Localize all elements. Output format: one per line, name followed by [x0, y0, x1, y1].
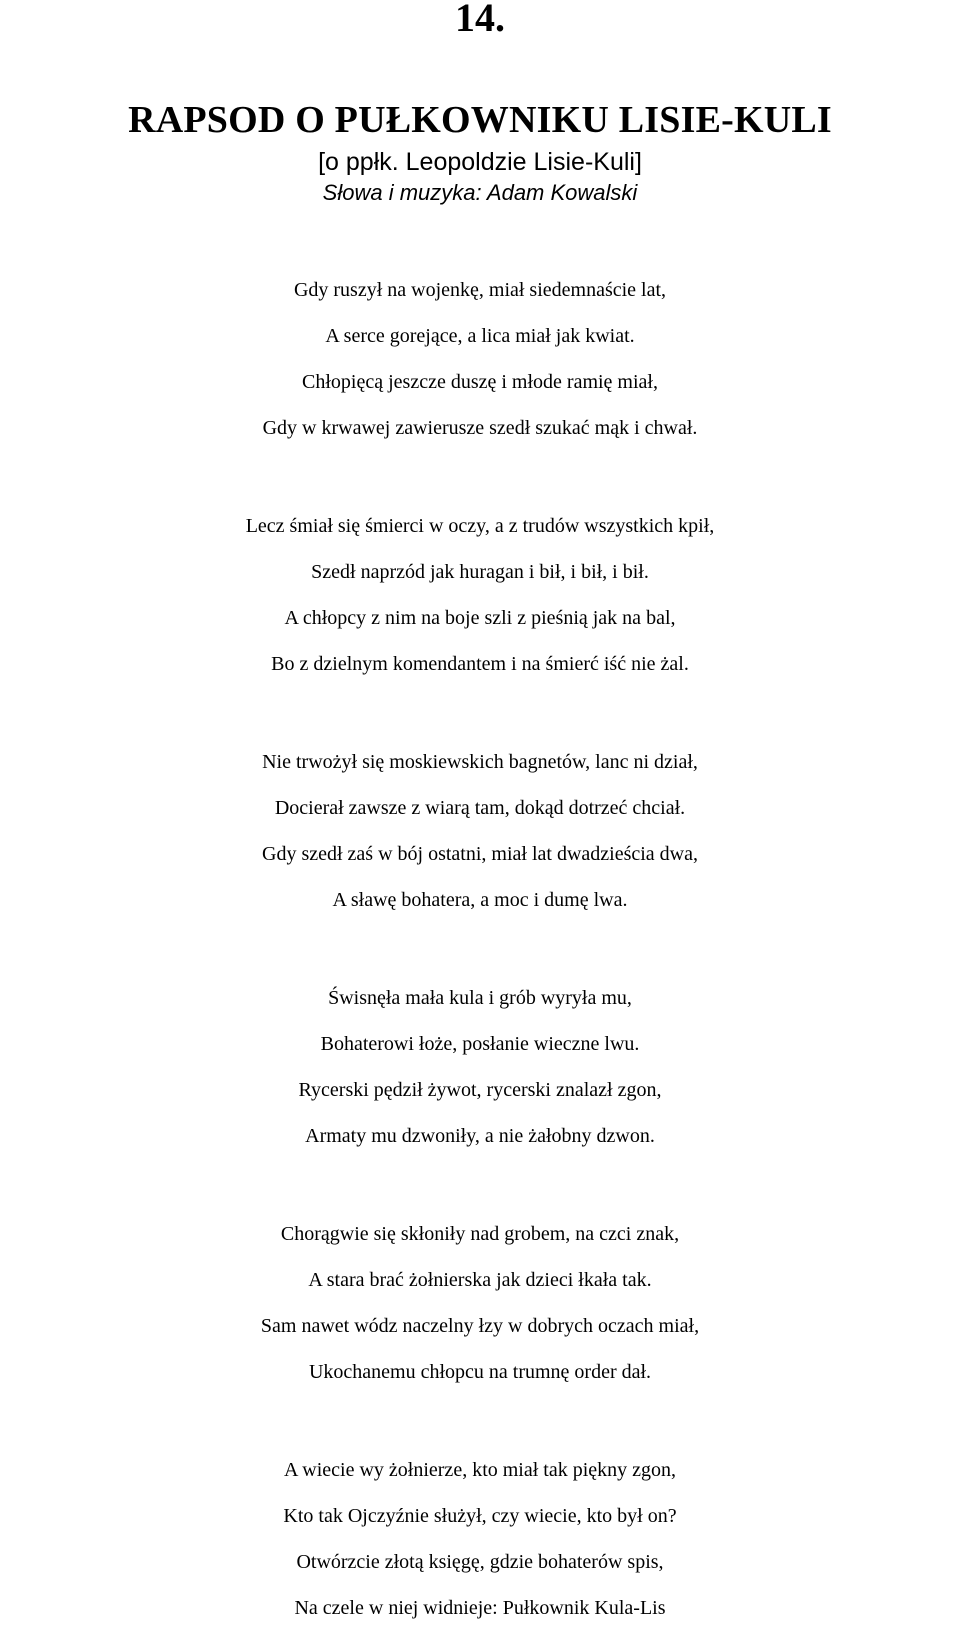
song-credits: Słowa i muzyka: Adam Kowalski [322, 180, 638, 205]
verse-line: Gdy szedł zaś w bój ostatni, miał lat dwadzieścia dwa, [262, 843, 698, 865]
song-subtitle: [o ppłk. Leopoldzie Lisie-Kuli] [318, 148, 642, 176]
verse-line: Rycerski pędził żywot, rycerski znalazł zgon, [298, 1079, 662, 1101]
verse-line: A chłopcy z nim na boje szli z pieśnią jak na bal, [284, 607, 676, 629]
verse-line: Chłopięcą jeszcze duszę i młode ramię miał, [302, 371, 658, 393]
verse-line: Gdy ruszył na wojenkę, miał siedemnaście lat, [293, 279, 667, 301]
verse-line: Docierał zawsze z wiarą tam, dokąd dotrzeć chciał. [274, 797, 686, 819]
verse-line: Szedł naprzód jak huragan i bił, i bił, i bił. [311, 561, 649, 583]
stanza-2 [0, 503, 960, 687]
verse-line: Chorągwie się skłoniły nad grobem, na czci znak, [280, 1223, 680, 1245]
verse-line: A sławę bohatera, a moc i dumę lwa. [332, 889, 628, 911]
song-number: 14. [455, 0, 505, 40]
stanza-6 [0, 1447, 960, 1631]
verse-line: Bohaterowi łoże, posłanie wieczne lwu. [320, 1033, 640, 1055]
verse-line: Nie trwożył się moskiewskich bagnetów, lanc ni dział, [262, 751, 698, 773]
verse-line: A stara brać żołnierska jak dzieci łkała tak. [308, 1269, 652, 1291]
verse-line: A wiecie wy żołnierze, kto miał tak piękny zgon, [283, 1459, 677, 1481]
verse-line: Ukochanemu chłopcu na trumnę order dał. [308, 1361, 652, 1383]
stanza-4 [0, 975, 960, 1159]
verse-line: Otwórzcie złotą księgę, gdzie bohaterów spis, [296, 1551, 664, 1573]
verse-line: Na czele w niej widnieje: Pułkownik Kula-Lis [294, 1597, 666, 1619]
verse-line: Bo z dzielnym komendantem i na śmierć iść nie żal. [271, 653, 689, 675]
verse-line: Armaty mu dzwoniły, a nie żałobny dzwon. [305, 1125, 655, 1147]
verse-line: Świsnęła mała kula i grób wyryła mu, [328, 987, 632, 1009]
verse-line: Kto tak Ojczyźnie służył, czy wiecie, kto był on? [283, 1505, 677, 1527]
verse-line: A serce gorejące, a lica miał jak kwiat. [325, 325, 635, 347]
verse-line: Gdy w krwawej zawierusze szedł szukać mąk i chwał. [262, 417, 698, 439]
song-title: RAPSOD O PUŁKOWNIKU LISIE-KULI [128, 99, 832, 141]
stanza-5 [0, 1211, 960, 1395]
verse-line: Sam nawet wódz naczelny łzy w dobrych oczach miał, [260, 1315, 700, 1337]
verse-line: Lecz śmiał się śmierci w oczy, a z trudów wszystkich kpił, [245, 515, 715, 537]
stanza-1 [0, 267, 960, 451]
stanza-3 [0, 739, 960, 923]
